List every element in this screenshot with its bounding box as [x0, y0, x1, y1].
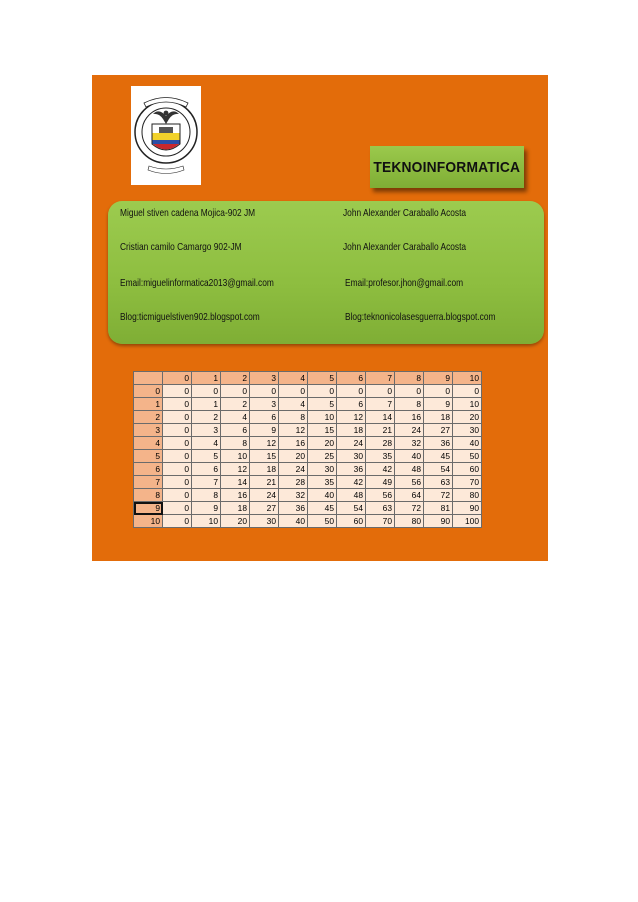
table-cell[interactable]: 0	[308, 385, 337, 398]
table-cell[interactable]: 15	[308, 424, 337, 437]
table-cell[interactable]: 9	[192, 502, 221, 515]
table-cell[interactable]: 25	[308, 450, 337, 463]
table-cell[interactable]: 0	[163, 450, 192, 463]
table-cell[interactable]: 42	[366, 463, 395, 476]
table-cell[interactable]: 16	[221, 489, 250, 502]
table-cell[interactable]: 30	[337, 450, 366, 463]
table-cell[interactable]: 14	[366, 411, 395, 424]
table-cell[interactable]: 36	[424, 437, 453, 450]
table-cell[interactable]: 6	[221, 424, 250, 437]
table-cell[interactable]: 42	[337, 476, 366, 489]
table-cell[interactable]: 12	[221, 463, 250, 476]
table-cell[interactable]: 72	[424, 489, 453, 502]
table-row	[134, 515, 482, 528]
table-cell[interactable]: 8	[395, 398, 424, 411]
table-row	[134, 411, 482, 424]
table-cell[interactable]: 15	[250, 450, 279, 463]
table-cell[interactable]: 60	[453, 463, 482, 476]
table-cell[interactable]: 2	[221, 398, 250, 411]
column-header-cell[interactable]: 8	[395, 372, 424, 385]
table-row	[134, 463, 482, 476]
row-header-cell[interactable]: 10	[134, 515, 163, 528]
table-cell[interactable]: 24	[395, 424, 424, 437]
table-cell[interactable]: 90	[424, 515, 453, 528]
table-cell[interactable]: 49	[366, 476, 395, 489]
table-cell[interactable]: 18	[221, 502, 250, 515]
table-cell[interactable]: 70	[366, 515, 395, 528]
table-cell[interactable]: 0	[163, 463, 192, 476]
table-cell[interactable]: 50	[453, 450, 482, 463]
table-cell[interactable]: 18	[424, 411, 453, 424]
table-cell[interactable]: 56	[366, 489, 395, 502]
table-cell[interactable]: 4	[279, 398, 308, 411]
table-cell[interactable]: 6	[192, 463, 221, 476]
table-cell[interactable]: 40	[308, 489, 337, 502]
table-cell[interactable]: 4	[192, 437, 221, 450]
table-cell[interactable]: 0	[163, 437, 192, 450]
table-cell[interactable]: 18	[250, 463, 279, 476]
student-name-2: Cristian camilo Camargo 902-JM	[120, 242, 242, 253]
column-header-cell[interactable]: 4	[279, 372, 308, 385]
table-cell[interactable]: 60	[337, 515, 366, 528]
table-cell[interactable]: 8	[221, 437, 250, 450]
row-header-cell[interactable]: 5	[134, 450, 163, 463]
table-cell[interactable]: 0	[366, 385, 395, 398]
table-cell[interactable]: 64	[395, 489, 424, 502]
table-cell[interactable]: 0	[337, 385, 366, 398]
slide	[92, 75, 548, 561]
row-header-cell[interactable]: 1	[134, 398, 163, 411]
row-header-cell[interactable]: 0	[134, 385, 163, 398]
row-header-cell[interactable]: 6	[134, 463, 163, 476]
table-cell[interactable]: 0	[453, 385, 482, 398]
table-cell[interactable]: 0	[163, 502, 192, 515]
table-cell[interactable]: 0	[163, 398, 192, 411]
table-cell[interactable]: 45	[424, 450, 453, 463]
table-row	[134, 476, 482, 489]
table-cell[interactable]: 80	[395, 515, 424, 528]
school-crest-logo	[131, 86, 201, 185]
table-row	[134, 489, 482, 502]
table-cell[interactable]: 40	[453, 437, 482, 450]
table-cell[interactable]: 3	[250, 398, 279, 411]
table-row	[134, 450, 482, 463]
column-header-cell[interactable]: 3	[250, 372, 279, 385]
table-cell[interactable]: 10	[308, 411, 337, 424]
multiplication-table	[133, 371, 482, 528]
table-cell[interactable]: 0	[424, 385, 453, 398]
table-cell[interactable]: 0	[250, 385, 279, 398]
table-cell[interactable]: 48	[395, 463, 424, 476]
table-cell[interactable]: 4	[221, 411, 250, 424]
table-cell[interactable]: 0	[163, 515, 192, 528]
row-header-cell[interactable]: 4	[134, 437, 163, 450]
column-header-cell[interactable]: 6	[337, 372, 366, 385]
table-cell[interactable]: 32	[279, 489, 308, 502]
table-cell[interactable]: 36	[337, 463, 366, 476]
column-header-cell[interactable]: 5	[308, 372, 337, 385]
table-cell[interactable]: 0	[395, 385, 424, 398]
table-cell[interactable]: 50	[308, 515, 337, 528]
table-cell[interactable]: 10	[453, 398, 482, 411]
column-header-cell[interactable]: 10	[453, 372, 482, 385]
table-cell[interactable]: 28	[366, 437, 395, 450]
column-header-cell[interactable]: 7	[366, 372, 395, 385]
teacher-name-2: John Alexander Caraballo Acosta	[343, 242, 467, 253]
table-header-row	[134, 372, 482, 385]
table-cell[interactable]: 7	[192, 476, 221, 489]
table-cell[interactable]: 8	[192, 489, 221, 502]
column-header-cell[interactable]: 2	[221, 372, 250, 385]
table-cell[interactable]: 40	[279, 515, 308, 528]
table-row	[134, 502, 482, 515]
teacher-blog: Blog:teknonicolasesguerra.blogspot.com	[345, 312, 496, 323]
column-header-cell[interactable]: 9	[424, 372, 453, 385]
table-cell[interactable]: 27	[424, 424, 453, 437]
table-cell[interactable]: 70	[453, 476, 482, 489]
table-cell[interactable]: 8	[279, 411, 308, 424]
row-header-cell[interactable]: 2	[134, 411, 163, 424]
table-cell[interactable]: 5	[192, 450, 221, 463]
table-cell[interactable]: 20	[221, 515, 250, 528]
table-cell[interactable]: 0	[163, 385, 192, 398]
table-cell[interactable]: 20	[453, 411, 482, 424]
table-cell[interactable]: 1	[192, 398, 221, 411]
table-cell[interactable]: 0	[163, 411, 192, 424]
table-cell[interactable]: 30	[453, 424, 482, 437]
table-cell[interactable]: 35	[366, 450, 395, 463]
row-header-cell[interactable]: 9	[134, 502, 163, 515]
table-cell[interactable]: 24	[279, 463, 308, 476]
table-cell[interactable]: 3	[192, 424, 221, 437]
table-cell[interactable]: 10	[221, 450, 250, 463]
table-row	[134, 398, 482, 411]
table-cell[interactable]: 30	[308, 463, 337, 476]
student-blog: Blog:ticmiguelstiven902.blogspot.com	[120, 312, 260, 323]
table-row	[134, 385, 482, 398]
table-cell[interactable]: 12	[250, 437, 279, 450]
table-row	[134, 437, 482, 450]
table-cell[interactable]: 5	[308, 398, 337, 411]
row-header-cell[interactable]: 7	[134, 476, 163, 489]
table-cell[interactable]: 21	[366, 424, 395, 437]
table-cell[interactable]: 2	[192, 411, 221, 424]
table-cell[interactable]: 0	[221, 385, 250, 398]
table-cell[interactable]: 54	[337, 502, 366, 515]
table-cell[interactable]: 100	[453, 515, 482, 528]
table-cell[interactable]: 20	[308, 437, 337, 450]
table-row	[134, 424, 482, 437]
table-cell[interactable]: 14	[221, 476, 250, 489]
table-cell[interactable]: 20	[279, 450, 308, 463]
table-cell[interactable]: 48	[337, 489, 366, 502]
table-cell[interactable]: 10	[192, 515, 221, 528]
title-banner	[370, 146, 524, 188]
table-cell[interactable]: 6	[250, 411, 279, 424]
column-header-cell[interactable]: 0	[163, 372, 192, 385]
table-cell[interactable]: 24	[250, 489, 279, 502]
table-cell[interactable]: 63	[366, 502, 395, 515]
student-email: Email:miguelinformatica2013@gmail.com	[120, 278, 274, 289]
table-cell[interactable]: 54	[424, 463, 453, 476]
table-cell[interactable]: 72	[395, 502, 424, 515]
table-cell[interactable]: 12	[279, 424, 308, 437]
table-cell[interactable]: 40	[395, 450, 424, 463]
table-cell[interactable]: 0	[192, 385, 221, 398]
table-cell[interactable]: 24	[337, 437, 366, 450]
teacher-name-1: John Alexander Caraballo Acosta	[343, 208, 467, 219]
table-cell[interactable]: 7	[366, 398, 395, 411]
contact-info-panel	[108, 201, 544, 344]
table-cell[interactable]: 12	[337, 411, 366, 424]
table-cell[interactable]: 56	[395, 476, 424, 489]
table-cell[interactable]: 6	[337, 398, 366, 411]
page-title: TEKNOINFORMATICA	[373, 158, 521, 176]
table-cell[interactable]: 18	[337, 424, 366, 437]
table-cell[interactable]: 0	[163, 476, 192, 489]
table-cell[interactable]: 36	[279, 502, 308, 515]
table-cell[interactable]: 35	[308, 476, 337, 489]
corner-cell[interactable]	[134, 372, 163, 385]
table-cell[interactable]: 30	[250, 515, 279, 528]
table-cell[interactable]: 0	[279, 385, 308, 398]
table-cell[interactable]: 0	[163, 424, 192, 437]
table-cell[interactable]: 9	[424, 398, 453, 411]
table-cell[interactable]: 80	[453, 489, 482, 502]
table-cell[interactable]: 16	[279, 437, 308, 450]
table-cell[interactable]: 0	[163, 489, 192, 502]
row-header-cell[interactable]: 3	[134, 424, 163, 437]
table-cell[interactable]: 63	[424, 476, 453, 489]
table-cell[interactable]: 21	[250, 476, 279, 489]
table-cell[interactable]: 90	[453, 502, 482, 515]
teacher-email: Email:profesor.jhon@gmail.com	[345, 278, 464, 289]
table-cell[interactable]: 16	[395, 411, 424, 424]
table-cell[interactable]: 9	[250, 424, 279, 437]
table-cell[interactable]: 45	[308, 502, 337, 515]
table-cell[interactable]: 32	[395, 437, 424, 450]
table-cell[interactable]: 27	[250, 502, 279, 515]
row-header-cell[interactable]: 8	[134, 489, 163, 502]
table-cell[interactable]: 81	[424, 502, 453, 515]
column-header-cell[interactable]: 1	[192, 372, 221, 385]
student-name-1: Miguel stiven cadena Mojica-902 JM	[120, 208, 256, 219]
table-cell[interactable]: 28	[279, 476, 308, 489]
